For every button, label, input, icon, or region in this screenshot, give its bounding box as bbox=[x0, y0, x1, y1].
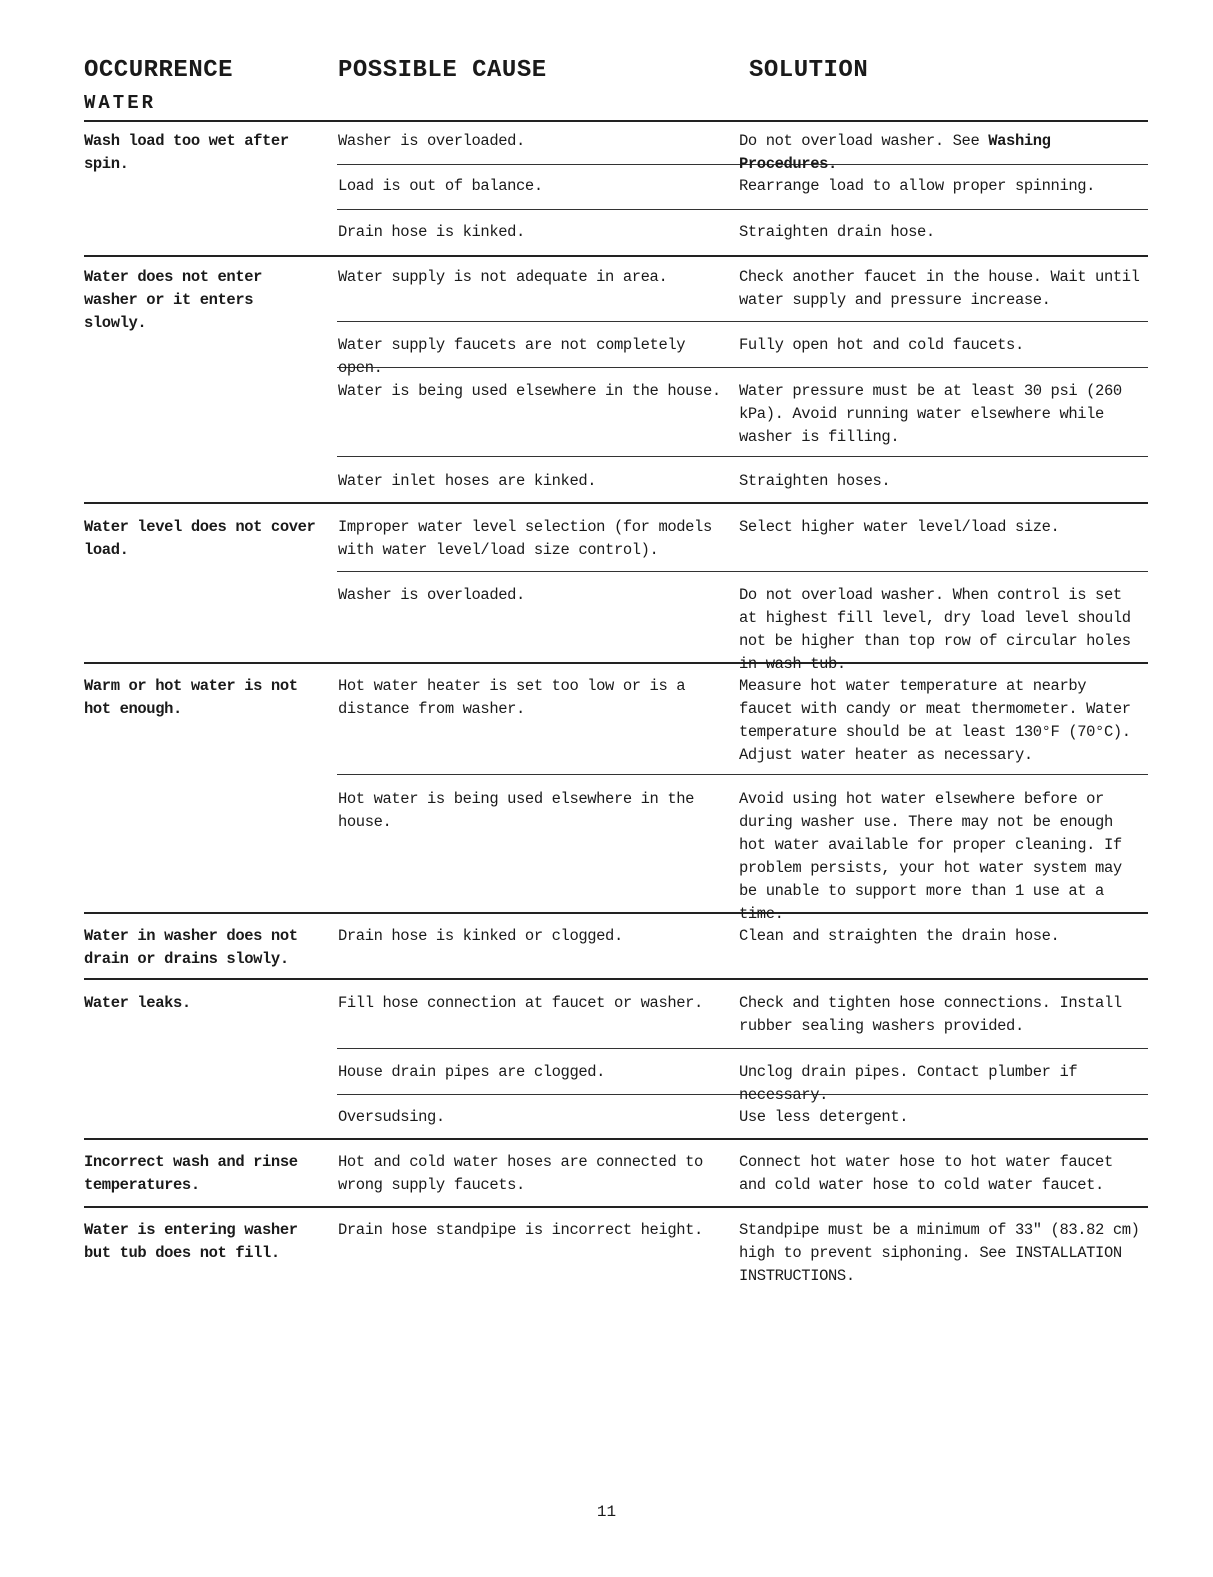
cause-text: Water supply faucets are not completely open. bbox=[338, 336, 686, 377]
solution-header: SOLUTION bbox=[749, 57, 869, 84]
possible-cause-header: POSSIBLE CAUSE bbox=[338, 57, 547, 84]
cause-text: Improper water level selection (for models with water level/load size control). bbox=[338, 518, 712, 559]
cause-text: Drain hose is kinked or clogged. bbox=[338, 927, 623, 945]
section-divider bbox=[84, 1138, 1148, 1140]
occurrence-text: Water does not enter washer or it enters slowly. bbox=[84, 268, 263, 332]
row-divider bbox=[337, 456, 1148, 457]
cause-text: Hot water is being used elsewhere in the house. bbox=[338, 790, 695, 831]
row-divider bbox=[337, 571, 1148, 572]
solution-text: Unclog drain pipes. Contact plumber if necessary. bbox=[739, 1063, 1078, 1104]
cause-text: Washer is overloaded. bbox=[338, 586, 525, 604]
occurrence-text: Incorrect wash and rinse temperatures. bbox=[84, 1153, 298, 1194]
solution-text: Standpipe must be a minimum of 33" (83.82 cm) high to prevent siphoning. See INSTALLATION INSTRUCTIONS. bbox=[739, 1221, 1140, 1285]
section-title: WATER bbox=[84, 92, 157, 114]
solution-text bbox=[739, 130, 1147, 176]
cause-text: Hot water heater is set too low or is a distance from washer. bbox=[338, 677, 686, 718]
page-number: 11 bbox=[596, 1503, 617, 1521]
cause-text: Drain hose is kinked. bbox=[338, 223, 525, 241]
solution-text: Fully open hot and cold faucets. bbox=[739, 336, 1024, 354]
occurrence-text: Water level does not cover load. bbox=[84, 518, 316, 559]
cause-text: Drain hose standpipe is incorrect height. bbox=[338, 1221, 703, 1239]
cause-text: Hot and cold water hoses are connected to wrong supply faucets. bbox=[338, 1153, 703, 1194]
solution-text: Check and tighten hose connections. Install rubber sealing washers provided. bbox=[739, 994, 1122, 1035]
cause-text: Washer is overloaded. bbox=[338, 132, 525, 150]
section-divider bbox=[84, 502, 1148, 504]
cause-text: Oversudsing. bbox=[338, 1108, 445, 1126]
occurrence-text: Water is entering washer but tub does not fill. bbox=[84, 1221, 298, 1262]
solution-text: Select higher water level/load size. bbox=[739, 518, 1060, 536]
occurrence-text: Water in washer does not drain or drains slowly. bbox=[84, 927, 298, 968]
row-divider bbox=[337, 774, 1148, 775]
occurrence-header: OCCURRENCE bbox=[84, 57, 234, 84]
cause-text: Water supply is not adequate in area. bbox=[338, 268, 668, 286]
occurrence-text: Water leaks. bbox=[84, 994, 191, 1012]
row-divider bbox=[337, 1048, 1148, 1049]
cause-text: Water inlet hoses are kinked. bbox=[338, 472, 597, 490]
solution-text: Rearrange load to allow proper spinning. bbox=[739, 177, 1096, 195]
solution-text: Clean and straighten the drain hose. bbox=[739, 927, 1060, 945]
solution-text: Water pressure must be at least 30 psi (260 kPa). Avoid running water elsewhere while washer is filling. bbox=[739, 382, 1122, 446]
solution-text: Do not overload washer. When control is set at highest fill level, dry load level should not be higher than top row of circular holes in wash tub. bbox=[739, 586, 1131, 673]
cause-text: Fill hose connection at faucet or washer. bbox=[338, 994, 703, 1012]
washing-procedures-reference: Washing Procedures. bbox=[739, 132, 1051, 173]
solution-text: Straighten drain hose. bbox=[739, 223, 935, 241]
section-divider bbox=[84, 255, 1148, 257]
solution-text-part: Do not overload washer. See bbox=[739, 132, 989, 150]
cause-text: Load is out of balance. bbox=[338, 177, 543, 195]
cause-text: Water is being used elsewhere in the house. bbox=[338, 382, 721, 400]
row-divider bbox=[337, 321, 1148, 322]
section-divider bbox=[84, 1206, 1148, 1208]
section-divider bbox=[84, 120, 1148, 122]
solution-text: Straighten hoses. bbox=[739, 472, 891, 490]
occurrence-text: Wash load too wet after spin. bbox=[84, 132, 289, 173]
section-divider bbox=[84, 978, 1148, 980]
solution-text: Connect hot water hose to hot water faucet and cold water hose to cold water faucet. bbox=[739, 1153, 1113, 1194]
solution-text: Avoid using hot water elsewhere before or during washer use. There may not be enough hot water available for proper cleaning. If problem persists, your hot water system may be unable to support more than 1 use at a time. bbox=[739, 790, 1122, 923]
solution-text: Measure hot water temperature at nearby faucet with candy or meat thermometer. Water temperature should be at least 130°F (70°C). Adjust water heater as necessary. bbox=[739, 677, 1131, 764]
solution-text: Use less detergent. bbox=[739, 1108, 909, 1126]
occurrence-text: Warm or hot water is not hot enough. bbox=[84, 677, 298, 718]
cause-text: House drain pipes are clogged. bbox=[338, 1063, 606, 1081]
row-divider bbox=[337, 209, 1148, 210]
solution-text: Check another faucet in the house. Wait until water supply and pressure increase. bbox=[739, 268, 1140, 309]
